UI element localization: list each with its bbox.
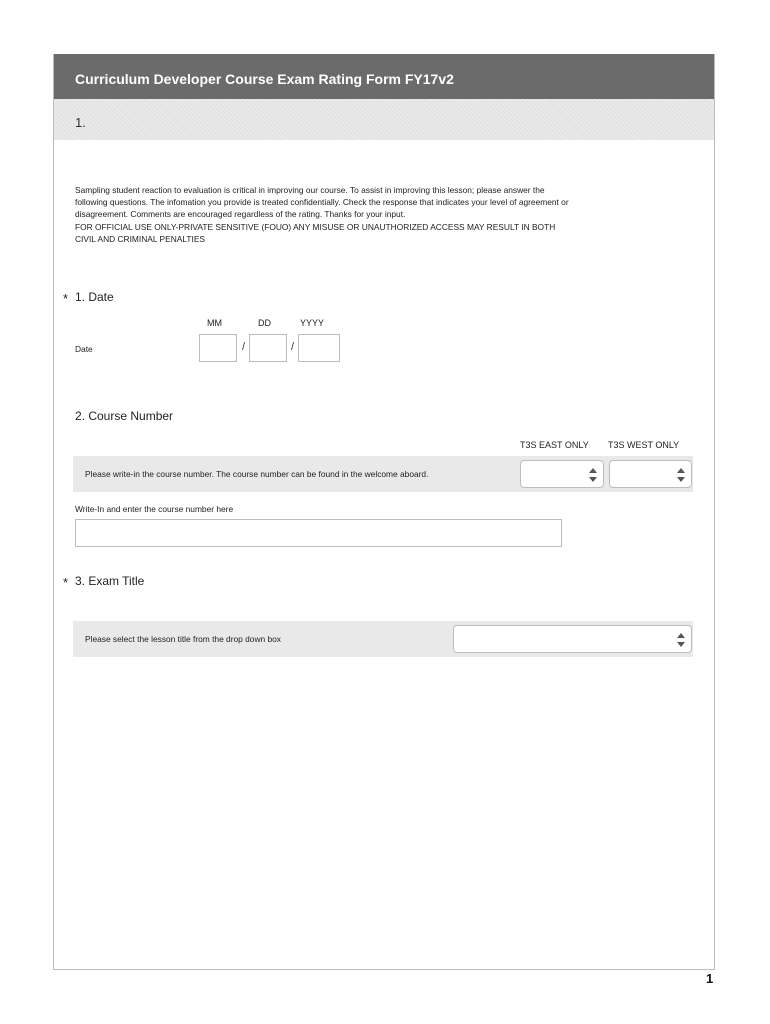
intro-line: FOR OFFICIAL USE ONLY-PRIVATE SENSITIVE (FOUO) ANY MISUSE OR UNAUTHORIZED ACCESS MAY RESULT IN BOTH xyxy=(75,221,556,232)
intro-line: disagreement. Comments are encouraged regardless of the rating. Thanks for your input. xyxy=(75,209,406,220)
west-course-select[interactable] xyxy=(609,460,692,488)
date-separator: / xyxy=(242,341,246,353)
exam-title-prompt: Please select the lesson title from the drop down box xyxy=(85,634,281,644)
intro-text xyxy=(75,184,700,245)
exam-title-row xyxy=(73,621,693,657)
date-header-yyyy: YYYY xyxy=(300,318,325,328)
date-separator: / xyxy=(291,341,295,353)
column-header-east: T3S EAST ONLY xyxy=(520,440,589,450)
column-header-west: T3S WEST ONLY xyxy=(608,440,680,450)
question-exam-title-title: 3. Exam Title xyxy=(75,574,145,588)
form-title: Curriculum Developer Course Exam Rating Form FY17v2 xyxy=(54,54,714,99)
intro-line: following questions. The infomation you provide is treated confidentially. Check the response that indicates your level of agreement or xyxy=(75,197,569,208)
intro-line: Sampling student reaction to evaluation is critical in improving our course. To assist in improving this lesson; please answer the xyxy=(75,185,545,195)
date-year-input[interactable] xyxy=(298,334,340,362)
page-number: 1 xyxy=(706,971,714,986)
question-date-title: 1. Date xyxy=(75,290,114,304)
required-marker: * xyxy=(63,575,69,590)
date-header-dd: DD xyxy=(258,318,271,328)
course-number-write-in-input[interactable] xyxy=(75,519,562,547)
course-number-row xyxy=(73,456,693,492)
select-arrows-icon xyxy=(589,468,597,482)
form-sheet xyxy=(53,54,715,970)
select-arrows-icon xyxy=(677,633,685,647)
write-in-label: Write-In and enter the course number here xyxy=(75,504,234,514)
select-arrows-icon xyxy=(677,468,685,482)
date-row-label: Date xyxy=(75,344,93,354)
intro-line: CIVIL AND CRIMINAL PENALTIES xyxy=(75,233,205,244)
question-course-number-title: 2. Course Number xyxy=(75,409,174,423)
date-header-mm: MM xyxy=(207,318,222,328)
east-course-select[interactable] xyxy=(520,460,604,488)
date-month-input[interactable] xyxy=(199,334,237,362)
exam-title-select[interactable] xyxy=(453,625,692,653)
course-number-prompt: Please write-in the course number. The course number can be found in the welcome aboard. xyxy=(85,469,429,479)
date-day-input[interactable] xyxy=(249,334,287,362)
required-marker: * xyxy=(63,291,69,306)
page-label: 1. xyxy=(54,99,714,140)
